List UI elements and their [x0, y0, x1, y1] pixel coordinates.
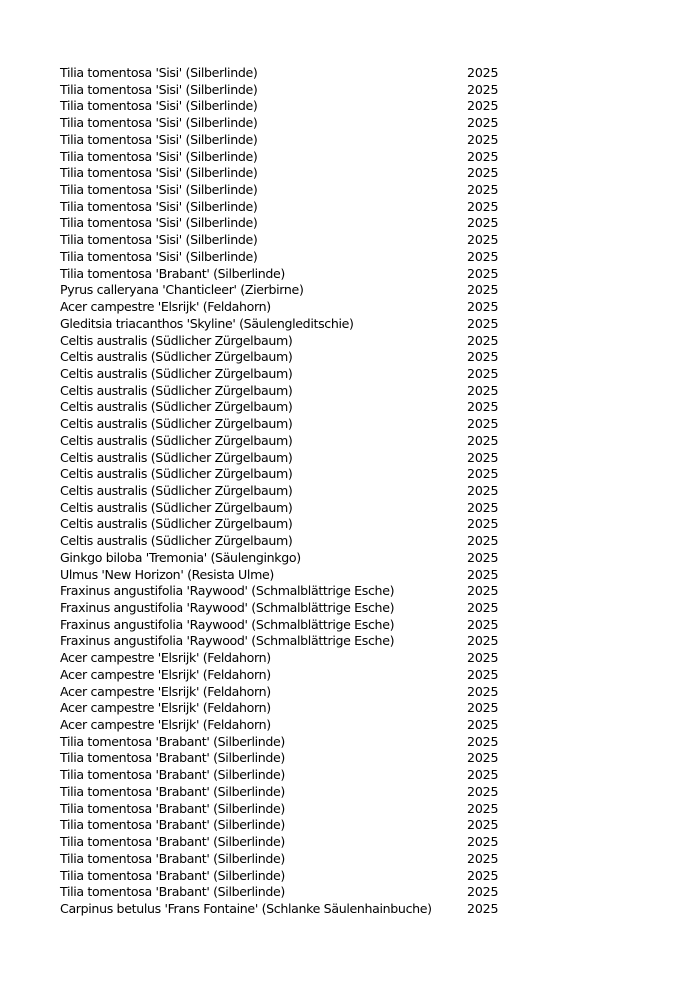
tree-species-name: Ginkgo biloba 'Tremonia' (Säulenginkgo)	[60, 549, 301, 565]
planting-year: 2025	[467, 700, 499, 716]
tree-species-name: Celtis australis (Südlicher Zürgelbaum)	[60, 482, 293, 498]
tree-species-name: Celtis australis (Südlicher Zürgelbaum)	[60, 466, 293, 482]
planting-year: 2025	[467, 717, 499, 733]
planting-year: 2025	[467, 349, 499, 365]
tree-species-name: Celtis australis (Südlicher Zürgelbaum)	[60, 365, 293, 381]
tree-species-name: Fraxinus angustifolia 'Raywood' (Schmalblättrige Esche)	[60, 600, 395, 615]
planting-year: 2025	[467, 516, 499, 532]
list-item	[60, 784, 520, 801]
planting-year: 2025	[467, 600, 499, 615]
planting-year: 2025	[467, 834, 499, 850]
planting-year: 2025	[467, 215, 499, 231]
planting-year: 2025	[467, 549, 499, 565]
list-item	[60, 333, 520, 350]
planting-year: 2025	[467, 449, 499, 465]
list-item	[60, 633, 520, 650]
planting-year: 2025	[467, 182, 499, 198]
list-item	[60, 684, 520, 701]
planting-year: 2025	[467, 800, 499, 816]
planting-year: 2025	[467, 131, 499, 147]
planting-year: 2025	[467, 416, 499, 432]
tree-species-name: Tilia tomentosa 'Brabant' (Silberlinde)	[60, 867, 285, 883]
tree-species-name: Tilia tomentosa 'Brabant' (Silberlinde)	[60, 750, 285, 766]
tree-species-name: Tilia tomentosa 'Sisi' (Silberlinde)	[60, 131, 258, 147]
planting-year: 2025	[467, 884, 499, 900]
planting-year: 2025	[467, 650, 499, 666]
planting-year: 2025	[467, 65, 499, 80]
tree-species-name: Tilia tomentosa 'Sisi' (Silberlinde)	[60, 232, 258, 248]
list-item	[60, 349, 520, 366]
planting-year: 2025	[467, 499, 499, 515]
list-item	[60, 767, 520, 784]
planting-year: 2025	[467, 115, 499, 131]
tree-species-name: Celtis australis (Südlicher Zürgelbaum)	[60, 499, 293, 515]
list-item	[60, 533, 520, 550]
list-item	[60, 868, 520, 885]
tree-species-name: Acer campestre 'Elsrijk' (Feldahorn)	[60, 650, 271, 666]
list-item	[60, 98, 520, 115]
tree-species-name: Tilia tomentosa 'Sisi' (Silberlinde)	[60, 81, 258, 97]
list-item	[60, 734, 520, 751]
tree-species-name: Celtis australis (Südlicher Zürgelbaum)	[60, 349, 293, 365]
planting-year: 2025	[467, 616, 499, 632]
tree-species-name: Tilia tomentosa 'Brabant' (Silberlinde)	[60, 817, 285, 833]
tree-species-name: Pyrus calleryana 'Chanticleer' (Zierbirne)	[60, 282, 304, 298]
planting-year: 2025	[467, 900, 499, 916]
planting-year: 2025	[467, 198, 499, 214]
tree-species-name: Tilia tomentosa 'Sisi' (Silberlinde)	[60, 182, 258, 198]
planting-year: 2025	[467, 165, 499, 181]
tree-species-name: Fraxinus angustifolia 'Raywood' (Schmalblättrige Esche)	[60, 583, 395, 599]
tree-species-name: Acer campestre 'Elsrijk' (Feldahorn)	[60, 717, 271, 733]
tree-species-name: Tilia tomentosa 'Sisi' (Silberlinde)	[60, 198, 258, 214]
planting-year: 2025	[467, 248, 499, 264]
tree-species-name: Tilia tomentosa 'Sisi' (Silberlinde)	[60, 115, 258, 131]
list-item	[60, 817, 520, 834]
planting-year: 2025	[467, 566, 499, 582]
tree-species-name: Tilia tomentosa 'Sisi' (Silberlinde)	[60, 248, 258, 264]
tree-species-name: Tilia tomentosa 'Brabant' (Silberlinde)	[60, 800, 285, 816]
planting-year: 2025	[467, 282, 499, 298]
tree-species-name: Tilia tomentosa 'Brabant' (Silberlinde)	[60, 850, 285, 866]
planting-year: 2025	[467, 265, 499, 281]
planting-year: 2025	[467, 583, 499, 599]
tree-species-name: Celtis australis (Südlicher Zürgelbaum)	[60, 382, 293, 398]
list-item	[60, 567, 520, 584]
tree-species-name: Tilia tomentosa 'Sisi' (Silberlinde)	[60, 215, 258, 231]
tree-species-name: Acer campestre 'Elsrijk' (Feldahorn)	[60, 683, 271, 699]
planting-year: 2025	[467, 332, 499, 348]
planting-year: 2025	[467, 783, 499, 799]
tree-species-name: Celtis australis (Südlicher Zürgelbaum)	[60, 432, 293, 448]
list-item	[60, 282, 520, 299]
tree-species-name: Tilia tomentosa 'Brabant' (Silberlinde)	[60, 733, 285, 749]
list-item	[60, 132, 520, 149]
list-item	[60, 600, 520, 617]
tree-species-name: Tilia tomentosa 'Sisi' (Silberlinde)	[60, 148, 258, 164]
tree-species-name: Tilia tomentosa 'Brabant' (Silberlinde)	[60, 265, 285, 281]
list-item	[60, 182, 520, 199]
planting-year: 2025	[467, 733, 499, 749]
tree-species-name: Celtis australis (Südlicher Zürgelbaum)	[60, 416, 293, 432]
list-item	[60, 717, 520, 734]
list-item	[60, 884, 520, 901]
planting-year: 2025	[467, 81, 499, 97]
planting-year: 2025	[467, 482, 499, 498]
list-item	[60, 667, 520, 684]
tree-species-name: Celtis australis (Südlicher Zürgelbaum)	[60, 516, 293, 532]
tree-species-name: Tilia tomentosa 'Sisi' (Silberlinde)	[60, 165, 258, 181]
planting-year: 2025	[467, 817, 499, 833]
list-item	[60, 433, 520, 450]
planting-year: 2025	[467, 232, 499, 248]
list-item	[60, 82, 520, 99]
tree-species-name: Acer campestre 'Elsrijk' (Feldahorn)	[60, 700, 271, 716]
list-item	[60, 516, 520, 533]
tree-species-name: Acer campestre 'Elsrijk' (Feldahorn)	[60, 299, 271, 315]
list-item	[60, 550, 520, 567]
tree-species-name: Carpinus betulus 'Frans Fontaine' (Schlanke Säulenhainbuche)	[60, 900, 432, 916]
list-item	[60, 500, 520, 517]
list-item	[60, 650, 520, 667]
tree-species-name: Gleditsia triacanthos 'Skyline' (Säulengleditschie)	[60, 315, 354, 331]
planting-year: 2025	[467, 466, 499, 482]
list-item	[60, 215, 520, 232]
tree-species-name: Tilia tomentosa 'Sisi' (Silberlinde)	[60, 65, 258, 80]
tree-species-name: Acer campestre 'Elsrijk' (Feldahorn)	[60, 666, 271, 682]
tree-species-name: Celtis australis (Südlicher Zürgelbaum)	[60, 533, 293, 549]
list-item	[60, 750, 520, 767]
planting-year: 2025	[467, 432, 499, 448]
list-item	[60, 416, 520, 433]
tree-species-name: Celtis australis (Südlicher Zürgelbaum)	[60, 399, 293, 415]
list-item	[60, 617, 520, 634]
list-item	[60, 383, 520, 400]
list-item	[60, 115, 520, 132]
planting-year: 2025	[467, 382, 499, 398]
list-item	[60, 583, 520, 600]
planting-year: 2025	[467, 850, 499, 866]
planting-year: 2025	[467, 666, 499, 682]
tree-species-name: Celtis australis (Südlicher Zürgelbaum)	[60, 449, 293, 465]
planting-year: 2025	[467, 315, 499, 331]
tree-species-name: Tilia tomentosa 'Brabant' (Silberlinde)	[60, 783, 285, 799]
list-item	[60, 466, 520, 483]
planting-year: 2025	[467, 148, 499, 164]
planting-year: 2025	[467, 365, 499, 381]
list-item	[60, 851, 520, 868]
planting-year: 2025	[467, 633, 499, 649]
planting-year: 2025	[467, 750, 499, 766]
tree-species-name: Fraxinus angustifolia 'Raywood' (Schmalblättrige Esche)	[60, 616, 395, 632]
planting-year: 2025	[467, 767, 499, 783]
list-item	[60, 450, 520, 467]
list-item	[60, 299, 520, 316]
planting-year: 2025	[467, 867, 499, 883]
planting-year: 2025	[467, 533, 499, 549]
tree-species-name: Tilia tomentosa 'Sisi' (Silberlinde)	[60, 98, 258, 114]
list-item	[60, 366, 520, 383]
list-item	[60, 399, 520, 416]
list-item	[60, 266, 520, 283]
list-item	[60, 165, 520, 182]
list-item	[60, 232, 520, 249]
tree-planting-list	[60, 65, 520, 918]
planting-year: 2025	[467, 299, 499, 315]
list-item	[60, 700, 520, 717]
tree-species-name: Fraxinus angustifolia 'Raywood' (Schmalblättrige Esche)	[60, 633, 395, 649]
tree-species-name: Tilia tomentosa 'Brabant' (Silberlinde)	[60, 767, 285, 783]
list-item	[60, 834, 520, 851]
tree-species-name: Tilia tomentosa 'Brabant' (Silberlinde)	[60, 834, 285, 850]
list-item	[60, 249, 520, 266]
list-item	[60, 199, 520, 216]
tree-species-name: Celtis australis (Südlicher Zürgelbaum)	[60, 332, 293, 348]
planting-year: 2025	[467, 98, 499, 114]
list-item	[60, 801, 520, 818]
list-item	[60, 316, 520, 333]
tree-species-name: Tilia tomentosa 'Brabant' (Silberlinde)	[60, 884, 285, 900]
tree-species-name: Ulmus 'New Horizon' (Resista Ulme)	[60, 566, 274, 582]
planting-year: 2025	[467, 399, 499, 415]
planting-year: 2025	[467, 683, 499, 699]
list-item	[60, 149, 520, 166]
list-item	[60, 901, 520, 918]
list-item	[60, 65, 520, 82]
list-item	[60, 483, 520, 500]
